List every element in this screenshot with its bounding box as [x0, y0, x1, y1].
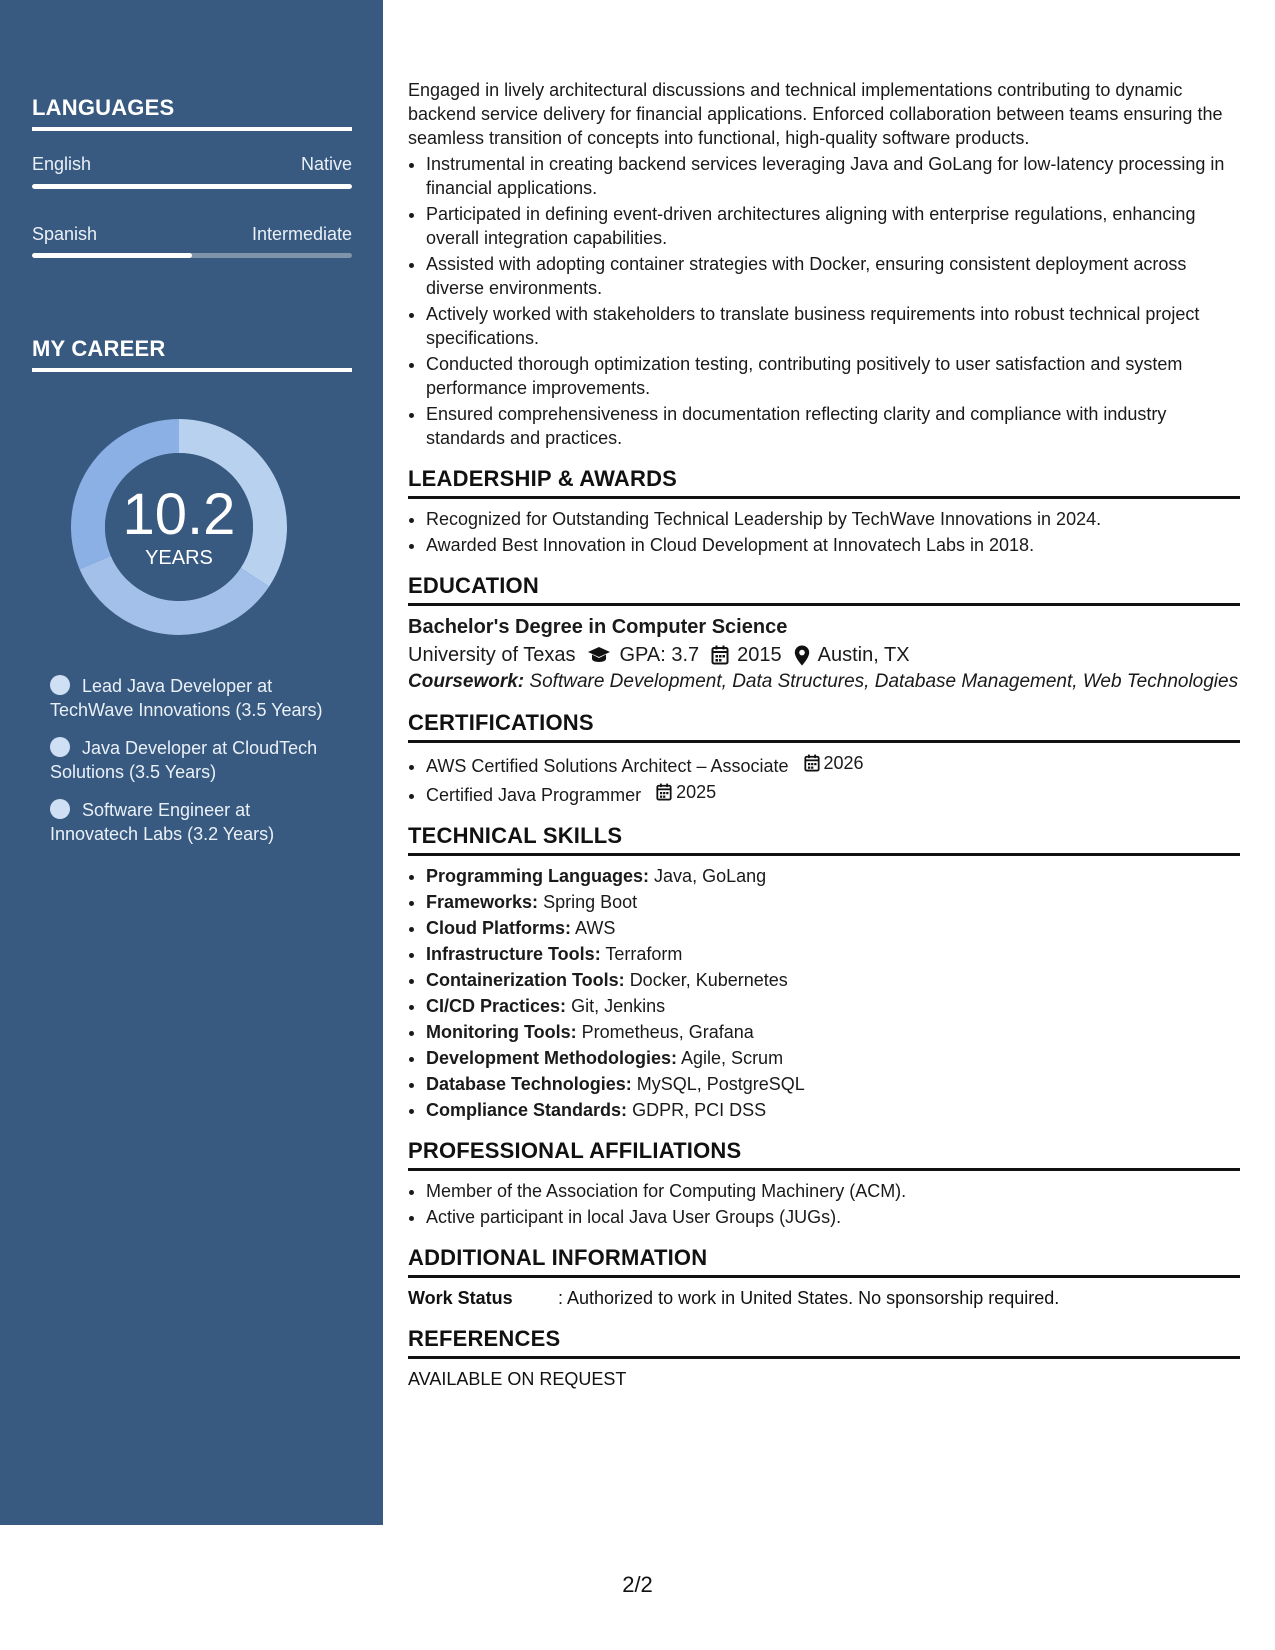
- skill-value: Prometheus, Grafana: [581, 1022, 754, 1042]
- language-bar-fill: [32, 253, 192, 258]
- list-item: [426, 1020, 1240, 1044]
- languages-heading: LANGUAGES: [32, 95, 352, 131]
- skill-label: CI/CD Practices:: [426, 996, 567, 1016]
- list-item: • Awarded Best Innovation in Cloud Development at Innovatech Labs in 2018.: [426, 533, 1240, 557]
- calendar-icon: [711, 645, 729, 665]
- skill-value: Git, Jenkins: [571, 996, 666, 1016]
- list-item: [426, 916, 1240, 940]
- list-item: • Instrumental in creating backend services leveraging Java and GoLang for low-latency processing in financial applications.: [426, 152, 1240, 200]
- skill-value: GDPR, PCI DSS: [632, 1100, 767, 1120]
- section-title-references: REFERENCES: [408, 1326, 1240, 1359]
- certification-year-text: 2025: [676, 782, 717, 802]
- skills-list: [408, 864, 1240, 1122]
- language-name: Spanish: [32, 224, 98, 244]
- language-level: Intermediate: [251, 224, 352, 244]
- section-title-certifications: CERTIFICATIONS: [408, 710, 1240, 743]
- leadership-list: [408, 507, 1240, 557]
- education-location: Austin, TX: [817, 644, 910, 666]
- career-item: [50, 736, 340, 784]
- certification-name: AWS Certified Solutions Architect – Associate: [426, 756, 789, 776]
- list-item: • Ensured comprehensiveness in documentation reflecting clarity and compliance with industry standards and practices.: [426, 402, 1240, 450]
- career-item-text: Java Developer at CloudTech Solutions (3.5 Years): [50, 738, 318, 782]
- career-item-text: Lead Java Developer at TechWave Innovations (3.5 Years): [50, 676, 323, 720]
- skill-label: Database Technologies:: [426, 1074, 632, 1094]
- language-bar-spanish: [32, 253, 352, 258]
- language-bar-fill: [32, 184, 352, 189]
- career-list: [50, 674, 340, 860]
- list-item: [426, 968, 1240, 992]
- graduation-cap-icon: [587, 646, 611, 664]
- career-heading: MY CAREER: [32, 336, 352, 372]
- career-item: [50, 674, 340, 722]
- skill-label: Programming Languages:: [426, 866, 650, 886]
- list-item: [426, 1098, 1240, 1122]
- main-content: [408, 78, 1240, 1391]
- page-number: 2/2: [622, 1572, 653, 1597]
- career-item-text: Software Engineer at Innovatech Labs (3.2 Years): [50, 800, 275, 844]
- list-item: [426, 864, 1240, 888]
- skill-value: AWS: [575, 918, 616, 938]
- career-dot-icon: [50, 799, 70, 819]
- language-level: Native: [300, 154, 352, 174]
- career-dot-icon: [50, 675, 70, 695]
- section-title-education: EDUCATION: [408, 573, 1240, 606]
- career-dot-icon: [50, 737, 70, 757]
- education-school: University of Texas: [408, 644, 576, 666]
- coursework-label: Coursework:: [408, 671, 525, 692]
- education-year: 2015: [737, 644, 782, 666]
- skill-value: Docker, Kubernetes: [629, 970, 788, 990]
- list-item: • Conducted thorough optimization testing, contributing positively to user satisfaction and system performance improvements.: [426, 352, 1240, 400]
- skill-value: Spring Boot: [543, 892, 638, 912]
- references-text: AVAILABLE ON REQUEST: [408, 1369, 627, 1389]
- work-status-label: Work Status: [408, 1288, 513, 1308]
- list-item: [426, 942, 1240, 966]
- skill-value: Java, GoLang: [654, 866, 767, 886]
- skill-label: Infrastructure Tools:: [426, 944, 601, 964]
- skill-label: Monitoring Tools:: [426, 1022, 577, 1042]
- language-name: English: [32, 154, 92, 174]
- list-item: [426, 994, 1240, 1018]
- list-item: • Active participant in local Java User Groups (JUGs).: [426, 1205, 1240, 1229]
- list-item: [426, 1072, 1240, 1096]
- list-item: • Assisted with adopting container strategies with Docker, ensuring consistent deployment across diverse environments.: [426, 252, 1240, 300]
- list-item: • Actively worked with stakeholders to translate business requirements into robust technical project specifications.: [426, 302, 1240, 350]
- section-title-skills: TECHNICAL SKILLS: [408, 823, 1240, 856]
- skill-value: Agile, Scrum: [681, 1048, 784, 1068]
- experience-intro: Engaged in lively architectural discussions and technical implementations contributing to dynamic backend service delivery for financial applications. Enforced collaboration between teams ensuring the seamless transition of concepts into functional, high-quality software products.: [408, 80, 1223, 148]
- skill-label: Development Methodologies:: [426, 1048, 678, 1068]
- career-item: [50, 798, 340, 846]
- calendar-icon: [656, 783, 672, 801]
- certification-year: [804, 751, 864, 775]
- career-donut-chart: [64, 412, 294, 642]
- affiliations-list: [408, 1179, 1240, 1229]
- calendar-icon: [804, 754, 820, 772]
- list-item: • Member of the Association for Computing Machinery (ACM).: [426, 1179, 1240, 1203]
- section-title-additional: ADDITIONAL INFORMATION: [408, 1245, 1240, 1278]
- work-status-row: [408, 1286, 1240, 1310]
- list-item: [426, 780, 1240, 807]
- section-title-leadership: LEADERSHIP & AWARDS: [408, 466, 1240, 499]
- certification-year: [656, 780, 716, 804]
- language-row-spanish: [32, 221, 352, 245]
- certification-year-text: 2026: [823, 753, 864, 773]
- skill-label: Containerization Tools:: [426, 970, 625, 990]
- list-item: [426, 751, 1240, 778]
- list-item: • Recognized for Outstanding Technical Leadership by TechWave Innovations in 2024.: [426, 507, 1240, 531]
- education-gpa: GPA: 3.7: [619, 644, 700, 666]
- donut-center: [64, 412, 294, 642]
- skill-label: Cloud Platforms:: [426, 918, 572, 938]
- list-item: [426, 890, 1240, 914]
- location-pin-icon: [794, 645, 810, 666]
- list-item: [426, 1046, 1240, 1070]
- education-degree: Bachelor's Degree in Computer Science: [408, 616, 788, 638]
- certification-name: Certified Java Programmer: [426, 785, 642, 805]
- skill-label: Frameworks:: [426, 892, 539, 912]
- skill-label: Compliance Standards:: [426, 1100, 628, 1120]
- experience-bullets: [408, 152, 1240, 450]
- skill-value: Terraform: [605, 944, 683, 964]
- skill-value: MySQL, PostgreSQL: [636, 1074, 805, 1094]
- education-meta: [408, 640, 1240, 670]
- list-item: • Participated in defining event-driven architectures aligning with enterprise regulations, enhancing overall integration capabilities.: [426, 202, 1240, 250]
- certifications-list: [408, 751, 1240, 807]
- sidebar: [0, 0, 383, 1525]
- career-total-years: 10.2: [122, 481, 236, 547]
- language-row-english: [32, 151, 352, 175]
- section-title-affiliations: PROFESSIONAL AFFILIATIONS: [408, 1138, 1240, 1171]
- education-coursework: [408, 670, 1240, 694]
- work-status-value: : Authorized to work in United States. No sponsorship required.: [558, 1288, 1060, 1308]
- language-bar-english: [32, 184, 352, 189]
- career-unit: YEARS: [145, 546, 213, 569]
- coursework-text: Software Development, Data Structures, Database Management, Web Technologies: [529, 671, 1239, 692]
